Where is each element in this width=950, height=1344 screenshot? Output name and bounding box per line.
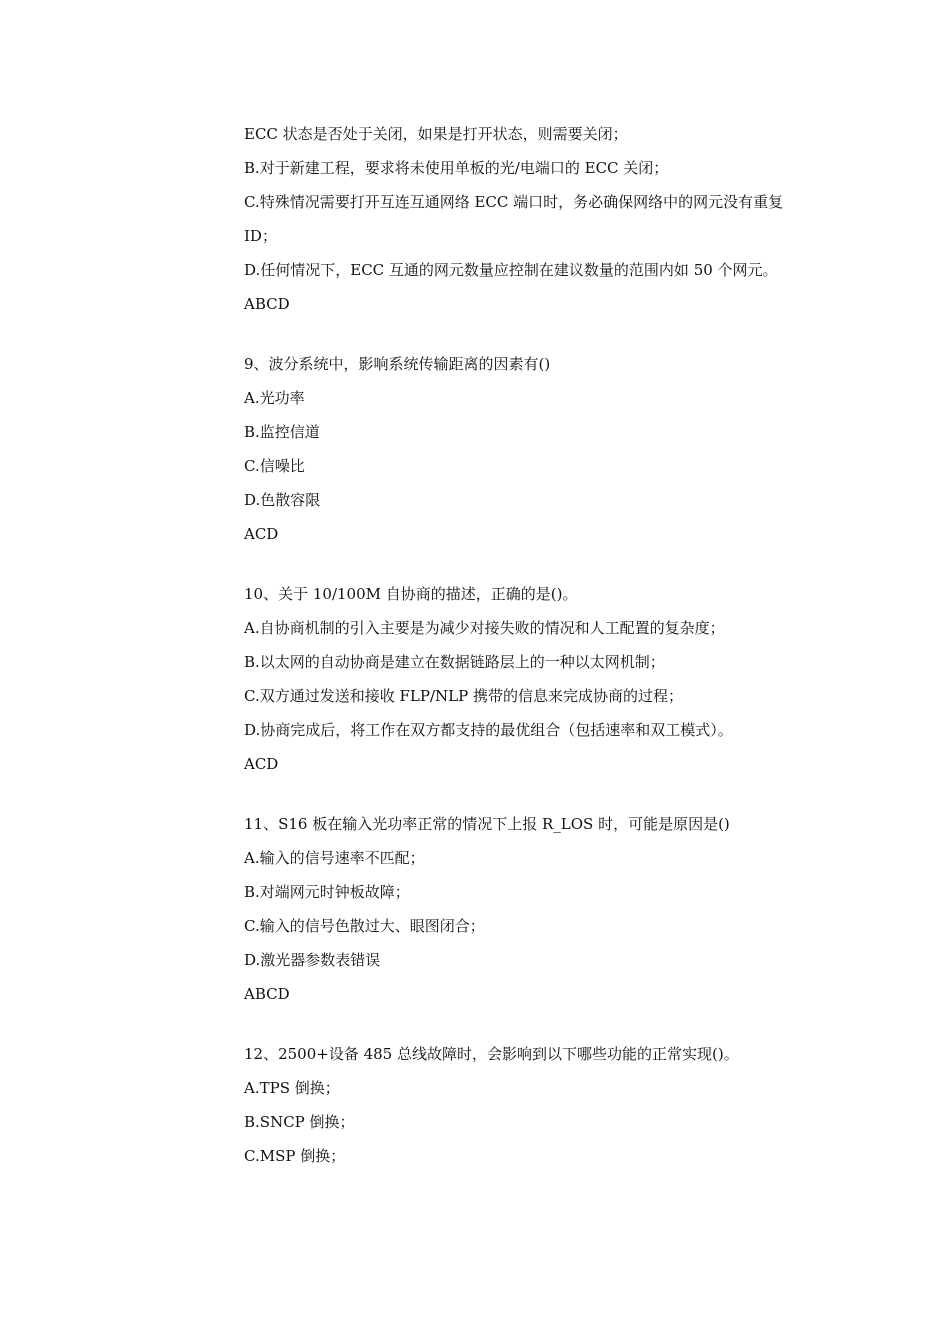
option-line: B.对于新建工程，要求将未使用单板的光/电端口的 ECC 关闭； [244, 159, 669, 177]
spacer [244, 558, 824, 584]
question-stem: 12、2500+设备 485 总线故障时，会影响到以下哪些功能的正常实现()。 [244, 1045, 739, 1063]
option-line: C.特殊情况需要打开互连互通网络 ECC 端口时，务必确保网络中的网元没有重复 [244, 193, 784, 211]
question-stem: 9、波分系统中，影响系统传输距离的因素有() [244, 355, 551, 373]
option-c: C.输入的信号色散过大、眼图闭合； [244, 917, 485, 935]
option-b: B.监控信道 [244, 423, 320, 441]
question-10 [244, 584, 824, 774]
question-11 [244, 814, 824, 1004]
option-a: A.自协商机制的引入主要是为减少对接失败的情况和人工配置的复杂度； [244, 619, 725, 637]
question-stem: 11、S16 板在输入光功率正常的情况下上报 R_LOS 时，可能是原因是() [244, 815, 730, 833]
option-line: ECC 状态是否处于关闭，如果是打开状态，则需要关闭； [244, 125, 628, 143]
question-9 [244, 354, 824, 544]
question-12 [244, 1044, 824, 1166]
option-d: D.色散容限 [244, 491, 321, 509]
answer-line: ABCD [244, 985, 290, 1003]
option-c: C.信噪比 [244, 457, 305, 475]
option-c: C.MSP 倒换； [244, 1147, 346, 1165]
option-line-wrapped: ID； [244, 227, 277, 245]
answer-line: ACD [244, 525, 279, 543]
option-a: A.TPS 倒换； [244, 1079, 340, 1097]
option-b: B.以太网的自动协商是建立在数据链路层上的一种以太网机制； [244, 653, 665, 671]
question-stem: 10、关于 10/100M 自协商的描述，正确的是()。 [244, 585, 578, 603]
page-content [244, 124, 824, 1180]
question-8-continuation [244, 124, 824, 314]
option-d: D.协商完成后，将工作在双方都支持的最优组合（包括速率和双工模式）。 [244, 721, 733, 739]
option-line: D.任何情况下，ECC 互通的网元数量应控制在建议数量的范围内如 50 个网元。 [244, 261, 778, 279]
spacer [244, 1018, 824, 1044]
option-d: D.激光器参数表错误 [244, 951, 381, 969]
spacer [244, 328, 824, 354]
option-a: A.光功率 [244, 389, 305, 407]
spacer [244, 788, 824, 814]
option-a: A.输入的信号速率不匹配； [244, 849, 425, 867]
answer-line: ACD [244, 755, 279, 773]
answer-line: ABCD [244, 295, 290, 313]
option-c: C.双方通过发送和接收 FLP/NLP 携带的信息来完成协商的过程； [244, 687, 683, 705]
option-b: B.SNCP 倒换； [244, 1113, 355, 1131]
option-b: B.对端网元时钟板故障； [244, 883, 410, 901]
